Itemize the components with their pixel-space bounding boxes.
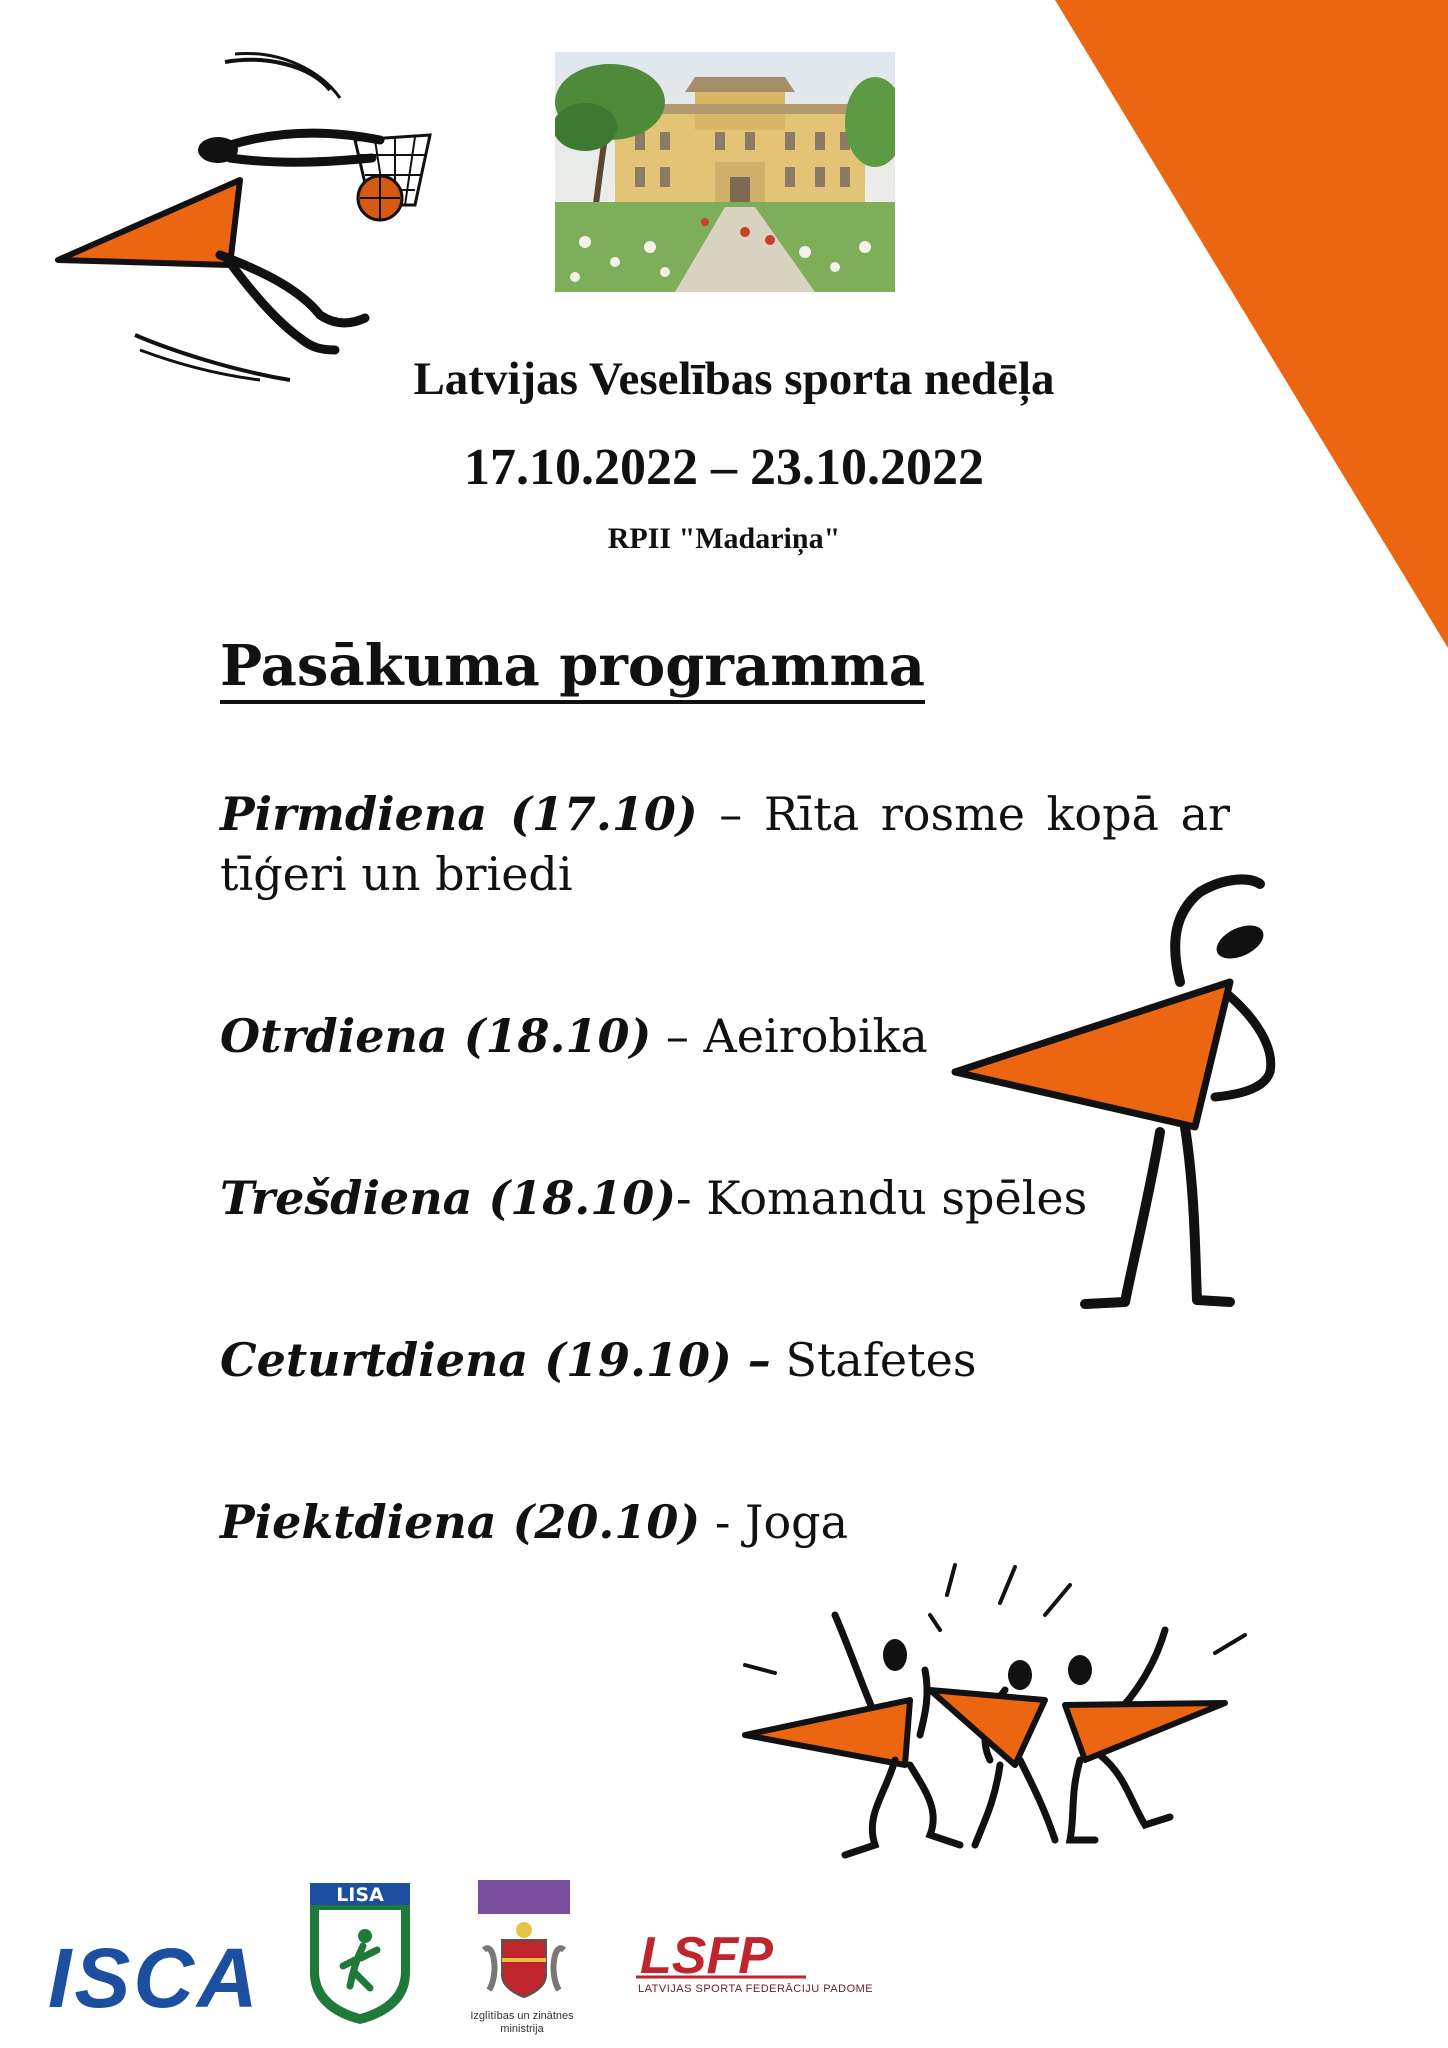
program-day-thursday <box>220 1330 976 1390</box>
lisa-logo <box>305 1878 415 2026</box>
isca-logo: ISCA <box>48 1931 261 2025</box>
day-label: Otrdiena (18.10) <box>220 1009 652 1063</box>
day-label: Pirmdiena (17.10) <box>220 787 698 841</box>
day-activity: Stafetes <box>785 1333 977 1387</box>
day-separator <box>771 1333 786 1387</box>
basketball-player-figure <box>50 50 440 395</box>
lisa-logo-text: LISA <box>336 1884 384 1906</box>
day-activity: Komandu spēles <box>706 1171 1088 1225</box>
day-label: Piektdiena (20.10) <box>220 1495 701 1549</box>
program-heading: Pasākuma programma <box>220 636 925 704</box>
day-label: Trešdiena (18.10) <box>220 1171 677 1225</box>
standing-figure <box>945 872 1315 1322</box>
event-venue: RPII "Madariņa" <box>607 522 841 555</box>
school-building-painting <box>555 52 895 292</box>
lsfp-logo-text: LSFP <box>640 1927 773 1985</box>
day-separator: - <box>676 1171 707 1225</box>
day-separator: – <box>697 787 764 841</box>
cheering-figures-group <box>725 1555 1285 1875</box>
day-separator: - <box>700 1495 745 1549</box>
day-separator: – <box>651 1009 704 1063</box>
program-day-friday <box>220 1492 848 1552</box>
day-activity: Aeirobika <box>703 1009 928 1063</box>
ministry-name: Izglītības un zinātnes ministrija <box>470 2010 574 2035</box>
event-dates: 17.10.2022 – 23.10.2022 <box>464 439 984 496</box>
ministry-coat-of-arms-logo <box>478 1880 570 2010</box>
lsfp-subtitle: LATVIJAS SPORTA FEDERĀCIJU PADOME <box>638 1983 874 1995</box>
day-activity: Rīta rosme kopā ar tīģeri un briedi <box>220 787 1230 901</box>
program-day-tuesday <box>220 1006 928 1066</box>
lsfp-logo <box>636 1925 836 1985</box>
event-title: Latvijas Veselības sporta nedēļa <box>413 353 1055 405</box>
day-label: Ceturtdiena (19.10) – <box>220 1333 771 1387</box>
day-activity: Joga <box>745 1495 849 1549</box>
